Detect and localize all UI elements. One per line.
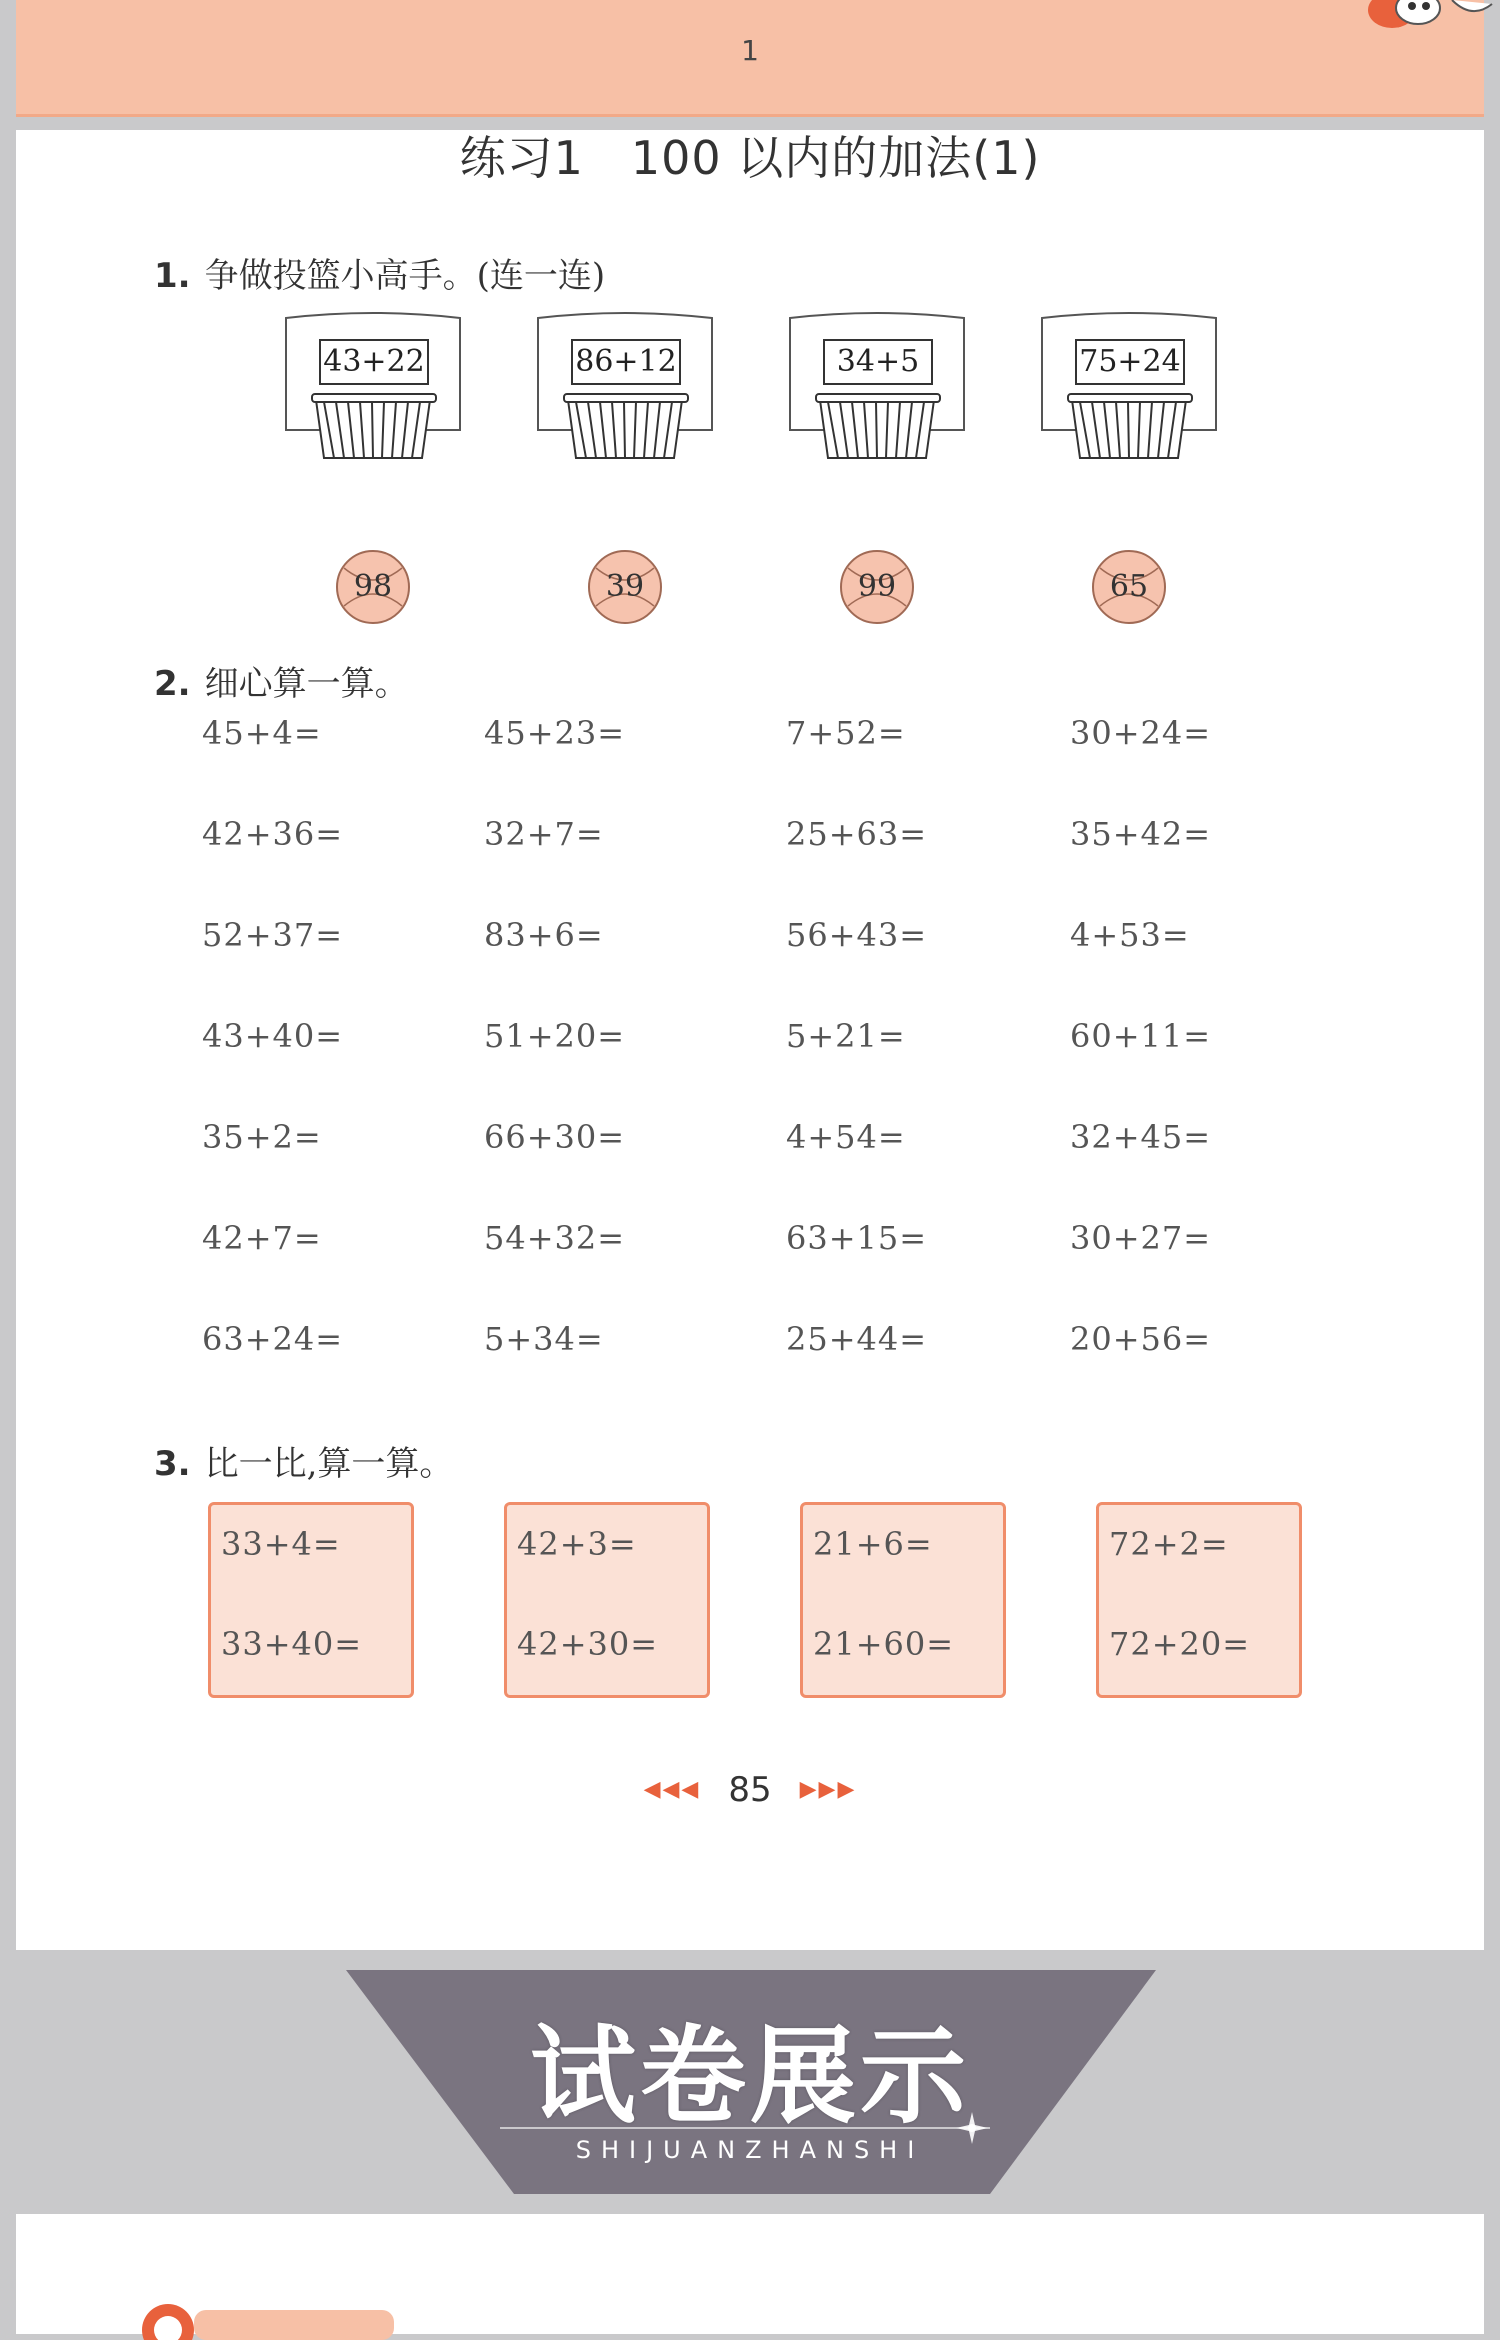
mascot-icon: [134, 2300, 394, 2340]
section-1-number: 1.: [154, 256, 191, 296]
problem: 4+54=: [786, 1118, 906, 1156]
problem: 35+42=: [1070, 815, 1212, 853]
section-3-number: 3.: [154, 1444, 191, 1484]
hoop-4-expression: 75+24: [1079, 344, 1181, 379]
hoop-4[interactable]: [1038, 310, 1220, 460]
hoop-1-expression: 43+22: [323, 344, 425, 379]
ball-1[interactable]: [334, 548, 412, 626]
problem: 4+53=: [1070, 916, 1190, 954]
problem: 30+27=: [1070, 1219, 1212, 1257]
footer-page-number: 85: [728, 1769, 772, 1810]
hoop-2[interactable]: [534, 310, 716, 460]
problem: 42+30=: [517, 1625, 659, 1663]
section-3-heading: [154, 1436, 453, 1485]
problem: 21+60=: [813, 1625, 955, 1663]
problem: 33+40=: [221, 1625, 363, 1663]
problem: 20+56=: [1070, 1320, 1212, 1358]
ball-3[interactable]: [838, 548, 916, 626]
ball-4[interactable]: [1090, 548, 1168, 626]
basketball-hoop-icon: [534, 310, 716, 460]
problem: 63+15=: [786, 1219, 928, 1257]
ball-2-value: 39: [605, 569, 645, 604]
page-title: 练习1 100 以内的加法(1): [459, 131, 1041, 185]
problem: 5+21=: [786, 1017, 906, 1055]
problem: 83+6=: [484, 916, 604, 954]
ball-4-value: 65: [1109, 569, 1149, 604]
header-page-number: 1: [741, 34, 759, 67]
problem: 63+24=: [202, 1320, 344, 1358]
previous-arrows-icon: ◀◀◀: [643, 1777, 701, 1802]
problem: 25+44=: [786, 1320, 928, 1358]
section-1-label: 争做投篮小高手。(连一连): [204, 256, 606, 296]
section-2-heading: [154, 656, 409, 705]
problem: 33+4=: [221, 1525, 341, 1563]
problem: 66+30=: [484, 1118, 626, 1156]
hoop-1[interactable]: [282, 310, 464, 460]
compare-box-4: [1096, 1502, 1302, 1698]
problem: 56+43=: [786, 916, 928, 954]
problem: 52+37=: [202, 916, 344, 954]
mascot-icon: [1352, 0, 1500, 34]
problem: 42+36=: [202, 815, 344, 853]
compare-box-2: [504, 1502, 710, 1698]
compare-box-1: [208, 1502, 414, 1698]
problem: 7+52=: [786, 714, 906, 752]
section-2-number: 2.: [154, 664, 191, 704]
problem: 45+23=: [484, 714, 626, 752]
problem: 32+45=: [1070, 1118, 1212, 1156]
problem: 42+3=: [517, 1525, 637, 1563]
problem: 72+20=: [1109, 1625, 1251, 1663]
banner-subtitle: SHIJUANZHANSHI: [575, 2136, 925, 2164]
problem: 21+6=: [813, 1525, 933, 1563]
hoop-2-expression: 86+12: [575, 344, 677, 379]
section-2-label: 细心算一算。: [204, 664, 409, 704]
ball-2[interactable]: [586, 548, 664, 626]
problem: 51+20=: [484, 1017, 626, 1055]
problem: 32+7=: [484, 815, 604, 853]
ball-3-value: 99: [857, 569, 897, 604]
problem: 30+24=: [1070, 714, 1212, 752]
problem: 60+11=: [1070, 1017, 1212, 1055]
page-footer: [16, 1768, 1484, 1810]
hoop-3[interactable]: [786, 310, 968, 460]
problem: 45+4=: [202, 714, 322, 752]
problem: 42+7=: [202, 1219, 322, 1257]
banner-title: 试卷展示: [530, 2015, 970, 2138]
ball-1-value: 98: [353, 569, 393, 604]
problem: 54+32=: [484, 1219, 626, 1257]
section-1-heading: [154, 248, 605, 297]
basketball-hoop-icon: [282, 310, 464, 460]
problem: 43+40=: [202, 1017, 344, 1055]
problem: 25+63=: [786, 815, 928, 853]
hoop-3-expression: 34+5: [836, 344, 920, 379]
problem: 5+34=: [484, 1320, 604, 1358]
compare-box-3: [800, 1502, 1006, 1698]
problem: 35+2=: [202, 1118, 322, 1156]
next-page-preview: [16, 2214, 1484, 2334]
section-3-label: 比一比,算一算。: [204, 1444, 454, 1484]
problem: 72+2=: [1109, 1525, 1229, 1563]
basketball-hoop-icon: [786, 310, 968, 460]
next-arrows-icon: ▶▶▶: [799, 1777, 857, 1802]
worksheet-page: [16, 130, 1484, 1950]
basketball-hoop-icon: [1038, 310, 1220, 460]
